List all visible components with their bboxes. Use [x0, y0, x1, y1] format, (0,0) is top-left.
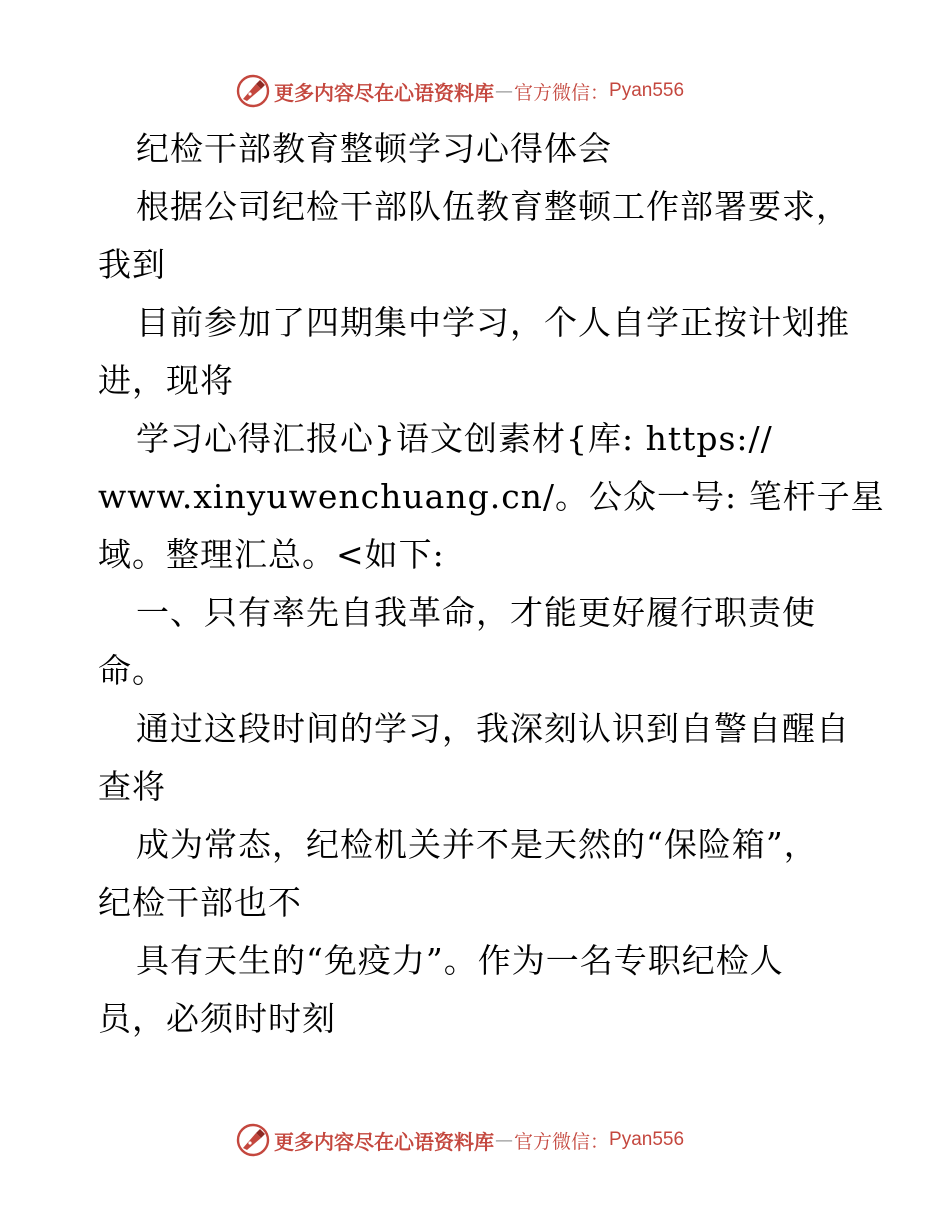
paragraph-line: www.xinyuwenchuang.cn/。公众一号: 笔杆子星: [98, 477, 885, 516]
banner-wechat-handle: Pyan556: [609, 1129, 685, 1150]
footer-banner: [236, 1123, 684, 1157]
paragraph-line: 成为常态，纪检机关并不是天然的“保险箱”，: [136, 825, 818, 864]
section-heading-continued: 命。: [98, 651, 166, 690]
pen-nib-logo-icon: [236, 1123, 270, 1157]
banner-wechat-label: 官方微信：: [514, 81, 610, 104]
banner-dash: —: [495, 1129, 513, 1151]
banner-main-text: 更多内容尽在心语资料库: [274, 80, 494, 105]
paragraph-line: 进，现将: [98, 361, 234, 400]
paragraph-line: 目前参加了四期集中学习，个人自学正按计划推: [136, 303, 850, 342]
banner-wechat-label: 官方微信：: [514, 1130, 610, 1153]
paragraph-line: 纪检干部也不: [98, 883, 302, 922]
paragraph-line: 通过这段时间的学习，我深刻认识到自警自醒自: [136, 709, 850, 748]
section-heading: 一、只有率先自我革命，才能更好履行职责使: [136, 593, 816, 632]
banner-main-text: 更多内容尽在心语资料库: [274, 1129, 494, 1154]
paragraph-line: 员，必须时时刻: [98, 999, 336, 1038]
paragraph-line: 域。整理汇总。<如下:: [98, 535, 445, 574]
pen-nib-logo-icon: [236, 74, 270, 108]
banner-dash: —: [495, 80, 513, 102]
paragraph-line: 学习心得汇报心}语文创素材{库: https://: [136, 419, 773, 458]
banner-wechat-handle: Pyan556: [609, 80, 685, 101]
document-title: 纪检干部教育整顿学习心得体会: [136, 129, 612, 168]
header-banner: [236, 74, 684, 108]
paragraph-line: 我到: [98, 245, 166, 284]
paragraph-line: 具有天生的“免疫力”。作为一名专职纪检人: [136, 941, 784, 980]
paragraph-line: 根据公司纪检干部队伍教育整顿工作部署要求，: [136, 187, 850, 226]
paragraph-line: 查将: [98, 767, 166, 806]
